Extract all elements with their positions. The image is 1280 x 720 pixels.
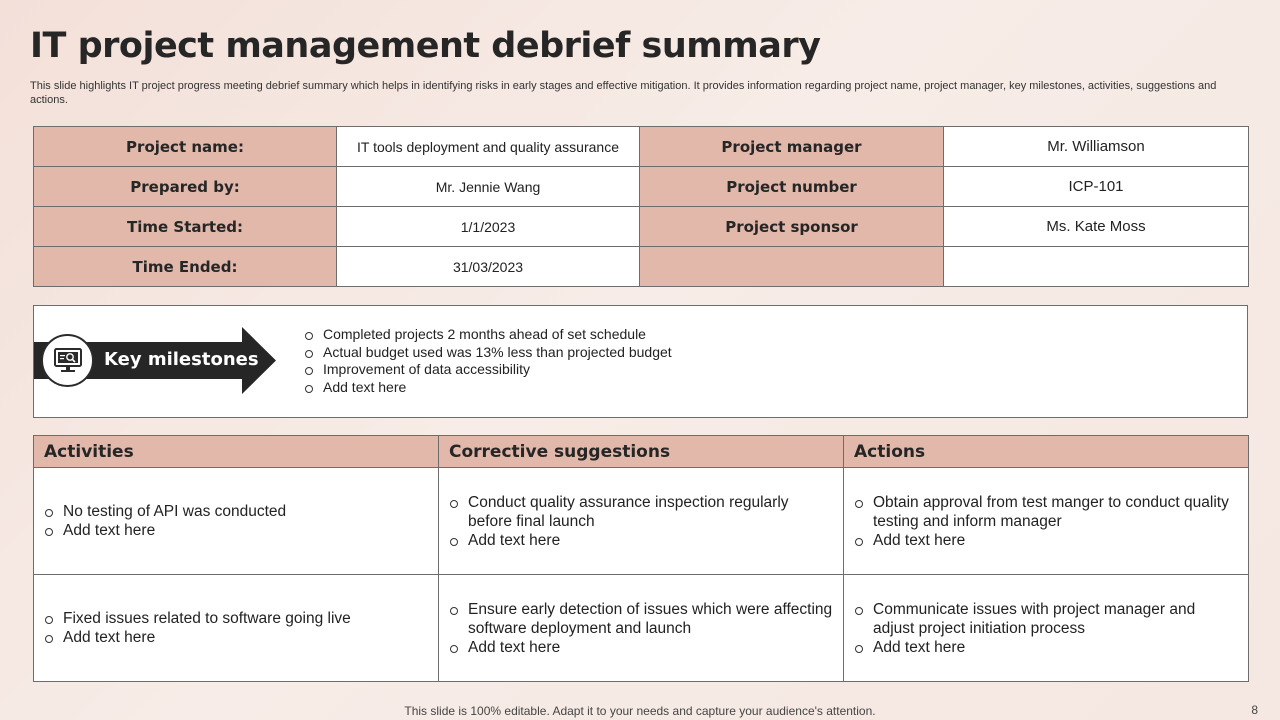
actions-cell	[844, 468, 1249, 575]
actions-header: Actions	[844, 436, 1249, 468]
list-item: Add text here	[854, 531, 1238, 550]
project-info-table	[33, 126, 1249, 287]
list-item: No testing of API was conducted	[44, 502, 428, 521]
time-ended-value: 31/03/2023	[337, 247, 640, 287]
table-row	[34, 468, 1249, 575]
activities-header: Activities	[34, 436, 439, 468]
list-item: Communicate issues with project manager and adjust project initiation process	[854, 600, 1238, 638]
table-row	[34, 167, 1249, 207]
prepared-by-value: Mr. Jennie Wang	[337, 167, 640, 207]
page-number: 8	[1251, 703, 1258, 717]
time-started-value: 1/1/2023	[337, 207, 640, 247]
suggestions-cell	[439, 575, 844, 682]
table-row	[34, 247, 1249, 287]
project-manager-label: Project manager	[640, 127, 944, 167]
time-started-label: Time Started:	[34, 207, 337, 247]
actions-cell	[844, 575, 1249, 682]
list-item: Add text here	[854, 638, 1238, 657]
list-item: Add text here	[449, 638, 833, 657]
list-item: Add text here	[44, 521, 428, 540]
table-row	[34, 127, 1249, 167]
activities-table	[33, 435, 1249, 682]
table-row	[34, 207, 1249, 247]
project-name-label: Project name:	[34, 127, 337, 167]
list-item: Completed projects 2 months ahead of set schedule	[304, 326, 672, 344]
list-item: Obtain approval from test manger to conduct quality testing and inform manager	[854, 493, 1238, 531]
empty-label-cell	[640, 247, 944, 287]
list-item: Ensure early detection of issues which were affecting software deployment and launch	[449, 600, 833, 638]
page-subtitle: This slide highlights IT project progress meeting debrief summary which helps in identifying risks in early stages and effective mitigation. It provides information regarding project name, project manager, key milestones, activities, suggestions and actions.	[30, 80, 1217, 106]
empty-value-cell	[944, 247, 1249, 287]
list-item: Fixed issues related to software going live	[44, 609, 428, 628]
monitor-search-icon	[41, 334, 94, 387]
list-item: Conduct quality assurance inspection regularly before final launch	[449, 493, 833, 531]
project-sponsor-value: Ms. Kate Moss	[944, 207, 1249, 247]
project-number-value: ICP-101	[944, 167, 1249, 207]
list-item: Add text here	[304, 379, 672, 397]
activities-cell	[34, 468, 439, 575]
prepared-by-label: Prepared by:	[34, 167, 337, 207]
milestones-label: Key milestones	[104, 349, 259, 370]
list-item: Add text here	[449, 531, 833, 550]
table-header-row	[34, 436, 1249, 468]
footer-note: This slide is 100% editable. Adapt it to your needs and capture your audience's attention.	[404, 704, 876, 718]
table-row	[34, 575, 1249, 682]
project-number-label: Project number	[640, 167, 944, 207]
suggestions-cell	[439, 468, 844, 575]
milestones-arrow	[34, 327, 276, 394]
activities-cell	[34, 575, 439, 682]
key-milestones-box	[33, 305, 1248, 418]
page-title: IT project management debrief summary	[30, 26, 821, 66]
milestones-list	[304, 326, 672, 396]
project-sponsor-label: Project sponsor	[640, 207, 944, 247]
list-item: Actual budget used was 13% less than projected budget	[304, 344, 672, 362]
list-item: Add text here	[44, 628, 428, 647]
suggestions-header: Corrective suggestions	[439, 436, 844, 468]
list-item: Improvement of data accessibility	[304, 361, 672, 379]
time-ended-label: Time Ended:	[34, 247, 337, 287]
project-manager-value: Mr. Williamson	[944, 127, 1249, 167]
project-name-value: IT tools deployment and quality assurance	[337, 127, 640, 167]
